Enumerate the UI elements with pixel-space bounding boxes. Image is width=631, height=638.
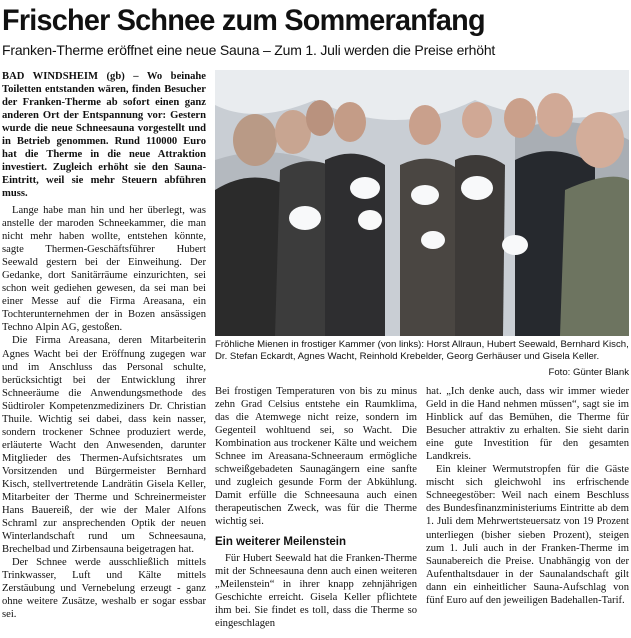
paragraph: Ein kleiner Wermutstropfen für die Gäste mischt sich gleichwohl ins erfrischende Schneegestöber: Weil nach einem Beschluss des Bundesfinanzministeriums Eintritte ab dem 1. Juli dem Mehrwertsteuersatz von 19 Prozent unterliegen (bisher sieben Prozent), steigen zum 1. Juli auch in der Franken-Therme im Saunabereich die Preise. Unabhängig von der Aufenthaltsdauer in der Saunalandschaft gilt dann ein einheitlicher Sauna-Aufschlag von fünf Euro auf den jeweiligen Badehallen-Tarif. [426, 464, 629, 606]
paragraph: Der Schnee werde ausschließlich mittels Trinkwasser, Luft und Kälte mittels Zerstäubung und Vernebelung erzeugt - ganz ohne weitere Zusätze, weshalb er sogar essbar sei. [2, 557, 206, 621]
article-photo [215, 70, 629, 336]
photo-caption [215, 339, 629, 381]
paragraph: hat. „Ich denke auch, dass wir immer wieder Geld in die Hand nehmen müssen“, sagt sie im Hinblick auf das Bemühen, die Therme für Besucher attraktiv zu erhalten. Sie sieht darin eine gute Investition für den gesamten Landkreis. [426, 386, 629, 463]
article-column-2 [215, 385, 417, 638]
paragraph: Für Hubert Seewald hat die Franken-Therme mit der Schneesauna denn auch einen weiteren „Meilenstein“ in ihrer knapp zehnjährigen Geschichte erreicht. Gisela Keller pflichtete ihm bei. Sie findet es toll, dass die Therme so eingeschlagen [215, 552, 417, 629]
paragraph: Lange habe man hin und her überlegt, was anstelle der maroden Schneekammer, die man nicht mehr haben wollte, entstehen könnte, sagte Thermen-Geschäftsführer Hubert Seewald gestern bei der Einweihung. Der Gedanke, dort Sanitärräume einzurichten, sei schon weit gediehen gewesen, da sei man bei einer Messe auf die Firma Areasana, ein Tochterunternehmen der in Bozen ansässigen Techno Alpin AG, gestoßen. [2, 205, 206, 334]
photo-credit: Foto: Günter Blank [548, 366, 629, 378]
lead-paragraph [2, 70, 206, 198]
photo-illustration [215, 70, 629, 336]
dateline: BAD WINDSHEIM (gb) – [2, 71, 139, 82]
subheadline: Franken-Therme eröffnet eine neue Sauna – Zum 1. Juli werden die Preise erhöht [2, 42, 496, 58]
article-column-1 [2, 204, 206, 638]
paragraph: Bei frostigen Temperaturen von bis zu minus zehn Grad Celsius entstehe ein Raumklima, das die Atemwege nicht reize, sondern im Gegenteil wohltuend sei, so Wacht. Die Kombination aus trockener Kälte und weichem Schnee im Areasana-Schneeraum ermögliche schweißgebadeten Saunagängern eine sanfte und zugleich gesunde Form der Abkühlung. Damit erfülle die Schneesauna auch einen therapeutischen Zweck, was für die Therme wichtig sei. [215, 386, 417, 528]
section-heading: Ein weiterer Meilenstein [215, 535, 347, 548]
caption-text: Fröhliche Mienen in frostiger Kammer (von links): Horst Allraun, Hubert Seewald, Bernhard Kisch, Dr. Stefan Eckardt, Agnes Wacht, Reinhold Krebelder, Georg Gerhäuser und Gisela Keller. [215, 339, 629, 363]
headline: Frischer Schnee zum Sommeranfang [2, 4, 485, 37]
lead-text: Wo beinahe Toiletten entstanden wären, finden Besucher der Franken-Therme ab sofort einen ganz anderen Ort der Entspannung vor: Gestern wurde die neue Schneesauna vorgestellt und in Betrieb genommen. Rund 110000 Euro hat die Therme in die neue Attraktion investiert. Zugleich erhöht sie den Sauna-Eintritt, weil sie mehr Steuern abführen muss. [2, 71, 206, 198]
article-column-3 [426, 385, 629, 638]
paragraph: Die Firma Areasana, deren Mitarbeiterin Agnes Wacht bei der Eröffnung zugegen war und im Anschluss das Personal schulte, berücksichtigt bei der Entwicklung ihrer Schneeräume die Anwendungsmethode des Südtiroler Kompetenzmediziners Dr. Christian Thuile. Wichtig sei dabei, dass kein nasser, sondern trockener Schnee produziert werde, erläuterte Wacht den Anwesenden, darunter Mitglieder des Thermen-Aufsichtsrates um Vorsitzenden und Bürgermeister Bernhard Kisch, stellvertretende Landrätin Gisela Keller, Mitarbeiter der Therme und Schreinermeister Hans Bauereiß, der wie der Maler Alfons Schraml zur ansprechenden Optik der neuen Winterlandschaft rund um Schneesauna, Brechelbad und Zirbensauna beigetragen hat. [2, 335, 206, 556]
